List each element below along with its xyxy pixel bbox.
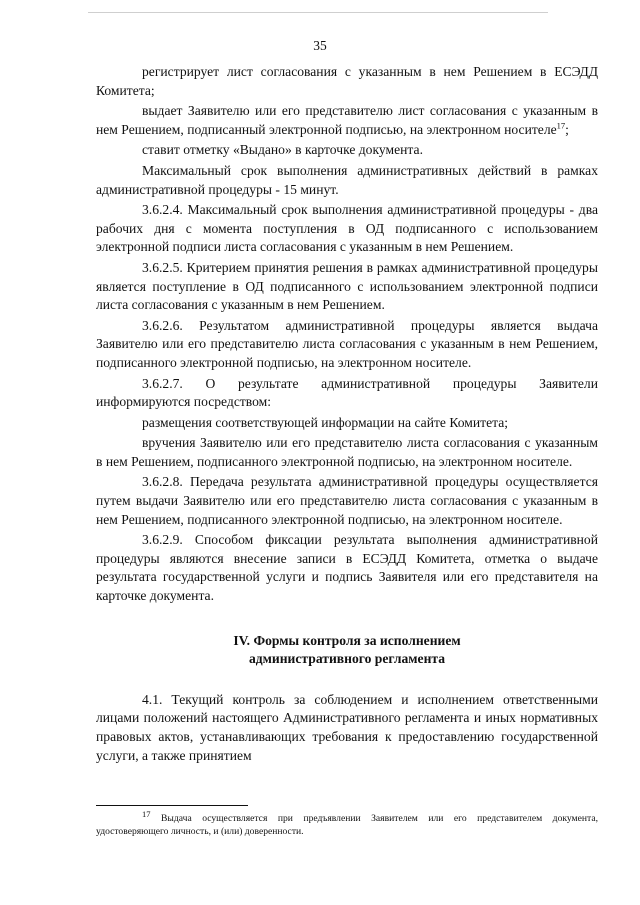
paragraph-4-1: 4.1. Текущий контроль за соблюдением и исполнением ответственными лицами положений настоящего Административного регламента и иных нормативных правовых актов, устанавливающих требования к предоставлению государственной услуги, а также принятием — [96, 691, 598, 763]
page-number: 35 — [313, 38, 327, 53]
footnote-text: Выдача осуществляется при предъявлении Заявителем или его представителем документа, удостоверяющего личность, и (или) доверенности. — [96, 813, 598, 837]
paragraph-text: регистрирует лист согласования с указанным в нем Решением в ЕСЭДД Комитета; — [96, 64, 598, 98]
paragraph-handover: вручения Заявителю или его представителю листа согласования с указанным в нем Решением, подписанного электронной подписью, на электронном носителе. — [96, 435, 598, 469]
section-heading-line-1: IV. Формы контроля за исполнением — [233, 632, 461, 648]
scan-top-edge — [88, 12, 548, 13]
section-heading-line-2: административного регламента — [248, 651, 446, 667]
paragraph-3-6-2-7: 3.6.2.7. О результате административной процедуры Заявители информируются посредством: — [96, 375, 598, 410]
paragraph-3-6-2-8: 3.6.2.8. Передача результата административной процедуры осуществляется путем выдачи Заявителю или его представителю листа согласования с указанным в нем Решением, подписанного электронной подписью, на электронном носителе. — [96, 474, 598, 527]
paragraph-max-time-actions: Максимальный срок выполнения административных действий в рамках административной процедуры - 15 минут. — [96, 162, 598, 197]
section-heading — [96, 632, 598, 669]
paragraph-3-6-2-5: 3.6.2.5. Критерием принятия решения в рамках административной процедуры является поступление в ОД подписанного с использованием электронной подписи листа согласования с указанным в нем Решением. — [96, 259, 598, 313]
footnote-separator — [96, 805, 248, 806]
document-body — [96, 63, 598, 767]
paragraph-site-info: размещения соответствующей информации на сайте Комитета; — [142, 414, 509, 430]
footnote-reference[interactable]: 17 — [556, 120, 566, 131]
paragraph-marks: ставит отметку «Выдано» в карточке документа. — [142, 142, 423, 158]
paragraph-3-6-2-4: 3.6.2.4. Максимальный срок выполнения административной процедуры - два рабочих дня с момента поступления в ОД подписанного с использованием электронной подписи листа согласования с указанным в нем Решением. — [96, 202, 598, 255]
paragraph-3-6-2-6: 3.6.2.6. Результатом административной процедуры является выдача Заявителю или его представителю листа согласования с указанным в нем Решением, подписанного электронной подписью, на электронном носителе. — [96, 317, 598, 370]
paragraph-issues — [96, 102, 598, 139]
footnote-number: 17 — [142, 808, 151, 819]
paragraph-text: выдает Заявителю или его представителю лист согласования с указанным в нем Решением, подписанный электронной подписью, на электронном носителе — [96, 103, 598, 137]
footnote — [96, 808, 598, 838]
paragraph-registers — [96, 63, 598, 100]
paragraph-text-tail: ; — [565, 121, 569, 137]
paragraph-3-6-2-9: 3.6.2.9. Способом фиксации результата выполнения административной процедуры являются внесение записи в ЕСЭДД Комитета, отметка о выдаче результата государственной услуги и подпись Заявителя или его представителя на карточке документа. — [96, 532, 598, 604]
